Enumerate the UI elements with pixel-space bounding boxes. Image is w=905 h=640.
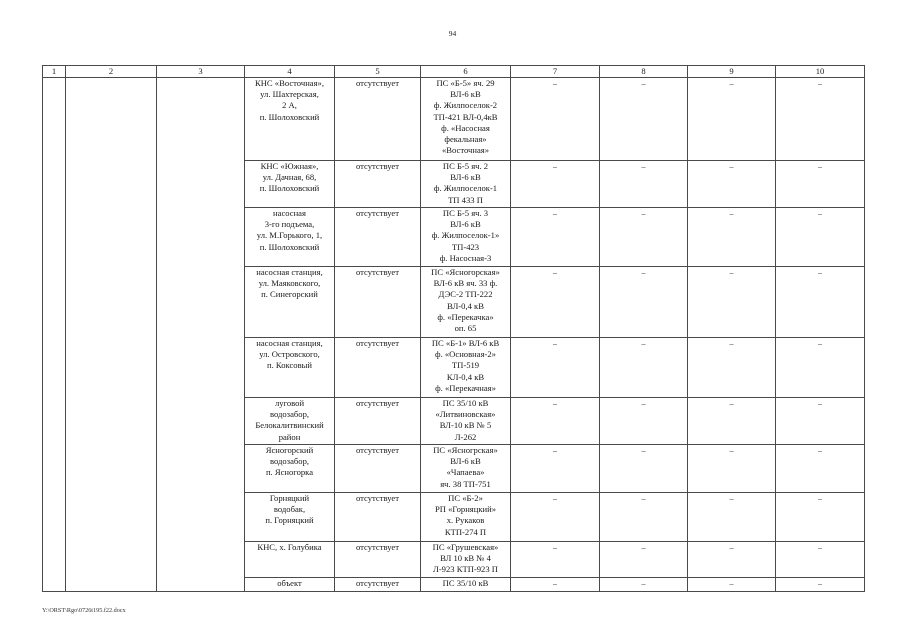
cell-power-source-line: ВЛ-0,4 кВ — [447, 300, 484, 311]
cell-power-source-line: ПС «Грушевская» — [432, 542, 499, 552]
cell-c8-dash: – — [600, 398, 688, 445]
cell-c9-dash: – — [688, 542, 776, 578]
cell-status: отсутствует — [335, 208, 421, 267]
cell-c10-dash: – — [776, 578, 865, 592]
header-col-8: 8 — [600, 66, 688, 78]
cell-power-source-line: КЛ-0,4 кВ — [446, 371, 485, 382]
cell-object-line: ул. Маяковского, — [258, 278, 321, 289]
cell-c9-dash: – — [688, 208, 776, 267]
header-col-7: 7 — [511, 66, 600, 78]
cell-c10-dash: – — [776, 493, 865, 542]
cell-object-line: КНС «Южная», — [260, 161, 319, 171]
cell-power-source-line: ВЛ-6 кВ — [450, 172, 481, 183]
header-row — [43, 66, 865, 78]
cell-object — [245, 445, 335, 493]
cell-c8-dash: – — [600, 338, 688, 398]
infrastructure-table — [42, 65, 865, 592]
cell-object-line: насосная — [273, 208, 306, 218]
header-col-4: 4 — [245, 66, 335, 78]
cell-power-source-line: ДЭС-2 ТП-222 — [438, 289, 493, 300]
cell-power-source-line: ПС Б-5 яч. 2 — [442, 161, 489, 171]
cell-power-source — [421, 338, 511, 398]
cell-status: отсутствует — [335, 161, 421, 208]
cell-status: отсутствует — [335, 542, 421, 578]
cell-power-source-line: оп. 65 — [454, 323, 477, 334]
cell-object-line: п. Коксовый — [267, 360, 312, 371]
cell-power-source — [421, 78, 511, 161]
cell-c8-dash: – — [600, 578, 688, 592]
cell-power-source-line: ф. «Насосная — [441, 122, 490, 133]
cell-power-source-line: КТП-274 П — [444, 526, 487, 537]
cell-power-source-line: ПС «Ясногрская» — [433, 445, 498, 455]
cell-status: отсутствует — [335, 267, 421, 338]
cell-power-source-line: ф. Жилпоселок-2 — [433, 100, 498, 111]
cell-power-source — [421, 161, 511, 208]
cell-power-source-line: ВЛ-6 кВ — [450, 456, 481, 467]
cell-object-line: п. Шолоховский — [259, 111, 320, 122]
cell-power-source-line: ф. Жилпоселок-1 — [433, 183, 498, 194]
cell-power-source-line: ПС «Ясногорская» — [431, 267, 500, 277]
cell-power-source-line: фекальная» — [444, 134, 487, 145]
cell-power-source-line: ф. «Перекачка» — [437, 311, 494, 322]
cell-power-source-line: ВЛ 10 кВ № 4 — [440, 553, 491, 564]
page-number: 94 — [448, 29, 457, 38]
cell-c7-dash: – — [511, 267, 600, 338]
cell-power-source-line: ф. «Основная-2» — [435, 349, 496, 360]
cell-c10-dash: – — [776, 445, 865, 493]
cell-c9-dash: – — [688, 338, 776, 398]
cell-object — [245, 398, 335, 445]
header-col-9: 9 — [688, 66, 776, 78]
header-col-10: 10 — [776, 66, 865, 78]
cell-power-source-line: РП «Горняцкий» — [434, 504, 497, 515]
cell-c9-dash: – — [688, 398, 776, 445]
cell-col-3 — [157, 78, 245, 592]
cell-object-line: водозабор, — [269, 456, 310, 467]
cell-object — [245, 493, 335, 542]
cell-object-line: насосная станция, — [256, 267, 323, 277]
cell-c7-dash: – — [511, 208, 600, 267]
cell-status: отсутствует — [335, 78, 421, 161]
cell-c10-dash: – — [776, 161, 865, 208]
cell-power-source-line: ТП 433 П — [448, 194, 483, 205]
cell-c9-dash: – — [688, 78, 776, 161]
cell-object-line: водозабор, — [269, 409, 310, 420]
cell-power-source-line: ТП-421 ВЛ-0,4кВ — [433, 111, 498, 122]
cell-object-line: п. Синегорский — [261, 289, 318, 300]
cell-object-line: ул. Дачная, 68, — [262, 172, 317, 183]
cell-c10-dash: – — [776, 267, 865, 338]
cell-object — [245, 338, 335, 398]
cell-power-source — [421, 542, 511, 578]
cell-status: отсутствует — [335, 493, 421, 542]
cell-power-source-line: ТП-423 — [451, 241, 480, 252]
cell-power-source-line: ПС «Б-5» яч. 29 — [436, 78, 495, 88]
cell-c9-dash: – — [688, 161, 776, 208]
cell-object — [245, 542, 335, 578]
cell-c7-dash: – — [511, 161, 600, 208]
cell-object-line: Горняцкий — [269, 493, 310, 503]
header-col-1: 1 — [43, 66, 66, 78]
cell-object-line: п. Шолоховский — [259, 183, 320, 194]
header-col-6: 6 — [421, 66, 511, 78]
cell-c8-dash: – — [600, 445, 688, 493]
cell-power-source-line: ВЛ-6 кВ яч. 33 ф. — [433, 278, 498, 289]
cell-object — [245, 161, 335, 208]
cell-object-line: Белокалитвинский — [255, 420, 324, 431]
cell-c9-dash: – — [688, 445, 776, 493]
cell-c7-dash: – — [511, 398, 600, 445]
cell-status: отсутствует — [335, 445, 421, 493]
cell-c8-dash: – — [600, 267, 688, 338]
cell-power-source-line: х. Рукаков — [446, 515, 485, 526]
footer-file-path: Y:\ORST\Rgo\0726t195.f22.docx — [42, 607, 126, 614]
cell-c8-dash: – — [600, 208, 688, 267]
cell-power-source — [421, 493, 511, 542]
cell-c8-dash: – — [600, 542, 688, 578]
cell-c7-dash: – — [511, 78, 600, 161]
cell-c7-dash: – — [511, 493, 600, 542]
cell-c9-dash: – — [688, 267, 776, 338]
cell-object-line: ул. Шахтерская, — [260, 89, 319, 100]
cell-power-source-line: ф. «Перекачная» — [435, 382, 496, 393]
cell-c7-dash: – — [511, 445, 600, 493]
cell-c9-dash: – — [688, 578, 776, 592]
cell-power-source — [421, 445, 511, 493]
cell-status: отсутствует — [335, 578, 421, 592]
cell-c8-dash: – — [600, 493, 688, 542]
cell-power-source — [421, 267, 511, 338]
cell-power-source-line: «Литвиновская» — [435, 409, 496, 420]
cell-power-source-line: ф. Насосная-3 — [439, 252, 492, 263]
cell-power-source-line: «Чапаева» — [446, 467, 485, 478]
cell-object-line: п. Шолоховский — [259, 241, 320, 252]
cell-object-line: луговой — [274, 398, 305, 408]
cell-c10-dash: – — [776, 398, 865, 445]
cell-c10-dash: – — [776, 338, 865, 398]
cell-object-line: 2 А, — [282, 100, 297, 111]
header-col-2: 2 — [66, 66, 157, 78]
cell-object — [245, 267, 335, 338]
cell-object-line: район — [278, 431, 301, 442]
cell-power-source-line: ПС «Б-1» ВЛ-6 кВ — [431, 338, 500, 348]
cell-c10-dash: – — [776, 208, 865, 267]
cell-object-line: п. Горняцкий — [265, 515, 314, 526]
cell-power-source-line: ф. Жилпоселок-1» — [431, 230, 500, 241]
cell-c10-dash: – — [776, 78, 865, 161]
cell-object-line: водобак, — [273, 504, 306, 515]
cell-power-source-line: яч. 38 ТП-751 — [440, 478, 491, 489]
cell-c9-dash: – — [688, 493, 776, 542]
cell-object-line: КНС «Восточная», — [254, 78, 325, 88]
cell-power-source — [421, 398, 511, 445]
cell-object-line: Ясногорский — [265, 445, 314, 455]
cell-power-source-line: ВЛ-6 кВ — [450, 89, 481, 100]
table-row — [43, 78, 865, 161]
cell-status: отсутствует — [335, 398, 421, 445]
cell-object-line: объект — [277, 578, 302, 588]
cell-power-source-line: ВЛ-6 кВ — [450, 219, 481, 230]
cell-object-line: КНС, х. Голубика — [257, 542, 322, 552]
header-col-3: 3 — [157, 66, 245, 78]
cell-power-source — [421, 208, 511, 267]
cell-object-line: ул. Островского, — [259, 349, 320, 360]
cell-power-source-line: ПС 35/10 кВ — [442, 398, 489, 408]
header-col-5: 5 — [335, 66, 421, 78]
cell-power-source-line: Л-923 КТП-923 П — [432, 564, 499, 575]
cell-status: отсутствует — [335, 338, 421, 398]
cell-object — [245, 78, 335, 161]
cell-power-source-line: ТП-519 — [451, 360, 480, 371]
cell-power-source — [421, 578, 511, 592]
cell-object-line: ул. М.Горького, 1, — [256, 230, 323, 241]
cell-c7-dash: – — [511, 542, 600, 578]
cell-c7-dash: – — [511, 338, 600, 398]
cell-power-source-line: ПС «Б-2» — [448, 493, 483, 503]
cell-power-source-line: ПС Б-5 яч. 3 — [442, 208, 489, 218]
cell-power-source-line: Л-262 — [454, 431, 477, 442]
cell-col-2 — [66, 78, 157, 592]
cell-power-source-line: «Восточная» — [441, 145, 490, 156]
cell-power-source-line: ВЛ-10 кВ № 5 — [439, 420, 492, 431]
cell-object-line: п. Ясногорка — [265, 467, 314, 478]
cell-power-source-line: ПС 35/10 кВ — [442, 578, 489, 588]
cell-col-1 — [43, 78, 66, 592]
cell-c10-dash: – — [776, 542, 865, 578]
cell-c8-dash: – — [600, 78, 688, 161]
cell-c7-dash: – — [511, 578, 600, 592]
cell-object — [245, 208, 335, 267]
cell-c8-dash: – — [600, 161, 688, 208]
cell-object-line: насосная станция, — [256, 338, 323, 348]
cell-object-line: 3-го подъема, — [264, 219, 315, 230]
cell-object — [245, 578, 335, 592]
